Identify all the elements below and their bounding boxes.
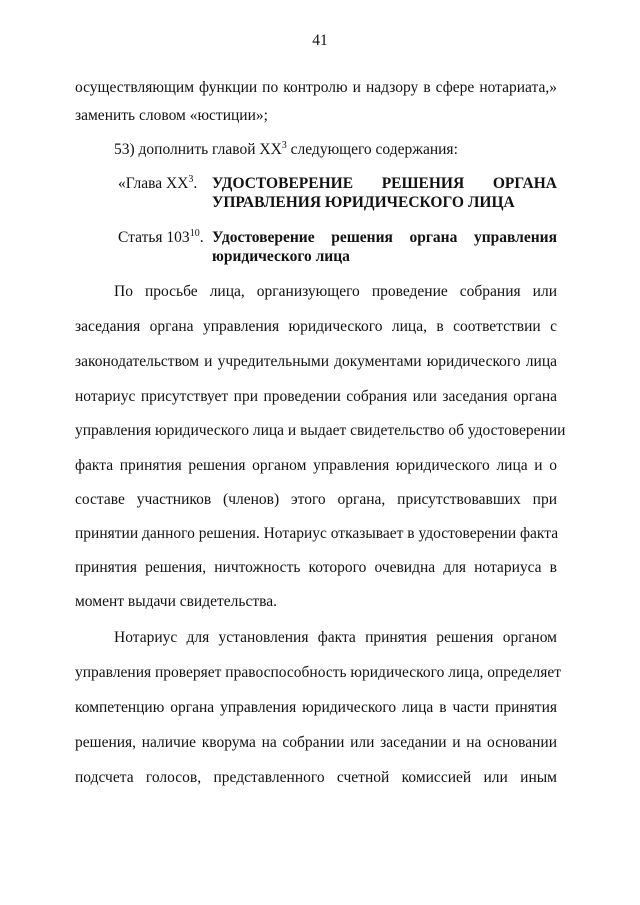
chapter-title-word-1: УДОСТОВЕРЕНИЕ — [212, 175, 354, 192]
article-title-line-1: Удостоверение решения органа управления — [212, 229, 557, 246]
article-lead-sup: 10 — [189, 227, 200, 239]
intro-line-1: осуществляющим функции по контролю и надзору в сфере нотариата,» — [75, 79, 557, 96]
chapter-lead-dot: . — [193, 175, 198, 192]
paragraph-1-line: По просьбе лица, организующего проведение собрания или — [114, 283, 557, 300]
chapter-title-line-2: УПРАВЛЕНИЯ ЮРИДИЧЕСКОГО ЛИЦА — [212, 194, 515, 211]
paragraph-2-line: Нотариус для установления факта принятия решения органом — [114, 629, 557, 646]
item-53-suffix: следующего содержания: — [286, 141, 458, 158]
paragraph-2-line: управления проверяет правоспособность юридического лица, определяет — [75, 664, 561, 681]
chapter-title-word-2: РЕШЕНИЯ — [381, 175, 465, 192]
paragraph-1-line: законодательством и учредительными документами юридического лица — [75, 353, 557, 370]
item-53-prefix: 53) дополнить главой XX — [114, 141, 282, 158]
paragraph-1-line: принятия решения, ничтожность которого очевидна для нотариуса в — [75, 559, 557, 576]
item-53-sup: 3 — [281, 139, 287, 151]
chapter-lead-text: «Глава XX — [118, 175, 189, 192]
paragraph-1-line: принятии данного решения. Нотариус отказывает в удостоверении факта — [75, 525, 559, 542]
page-number: 41 — [312, 32, 328, 49]
chapter-title-line-1 — [212, 174, 557, 194]
paragraph-2-line: решения, наличие кворума на собрании или заседании и на основании — [75, 734, 557, 751]
chapter-lead-sup: 3 — [188, 173, 194, 185]
article-lead-dot: . — [199, 229, 204, 246]
paragraph-1-line: составе участников (членов) этого органа, присутствовавших при — [75, 491, 557, 508]
chapter-lead — [118, 173, 198, 194]
paragraph-1-line: нотариус присутствует при проведении собрания или заседания органа — [75, 388, 557, 405]
item-53 — [114, 140, 557, 160]
paragraph-1-line: управления юридического лица и выдает свидетельство об удостоверении — [75, 422, 566, 439]
intro-line-2: заменить словом «юстиции»; — [75, 107, 268, 124]
article-title-line-2: юридического лица — [212, 248, 350, 265]
article-lead — [118, 228, 208, 248]
paragraph-1-line: заседания органа управления юридического лица, в соответствии с — [75, 318, 557, 335]
chapter-title-word-3: ОРГАНА — [492, 175, 557, 192]
paragraph-1-line: факта принятия решения органом управления юридического лица и о — [75, 457, 557, 474]
paragraph-2-line: подсчета голосов, представленного счетной комиссией или иным — [75, 769, 557, 786]
paragraph-1-line: момент выдачи свидетельства. — [75, 593, 277, 610]
paragraph-2-line: компетенцию органа управления юридического лица в части принятия — [75, 699, 557, 716]
article-lead-text: Статья 103 — [118, 229, 190, 246]
